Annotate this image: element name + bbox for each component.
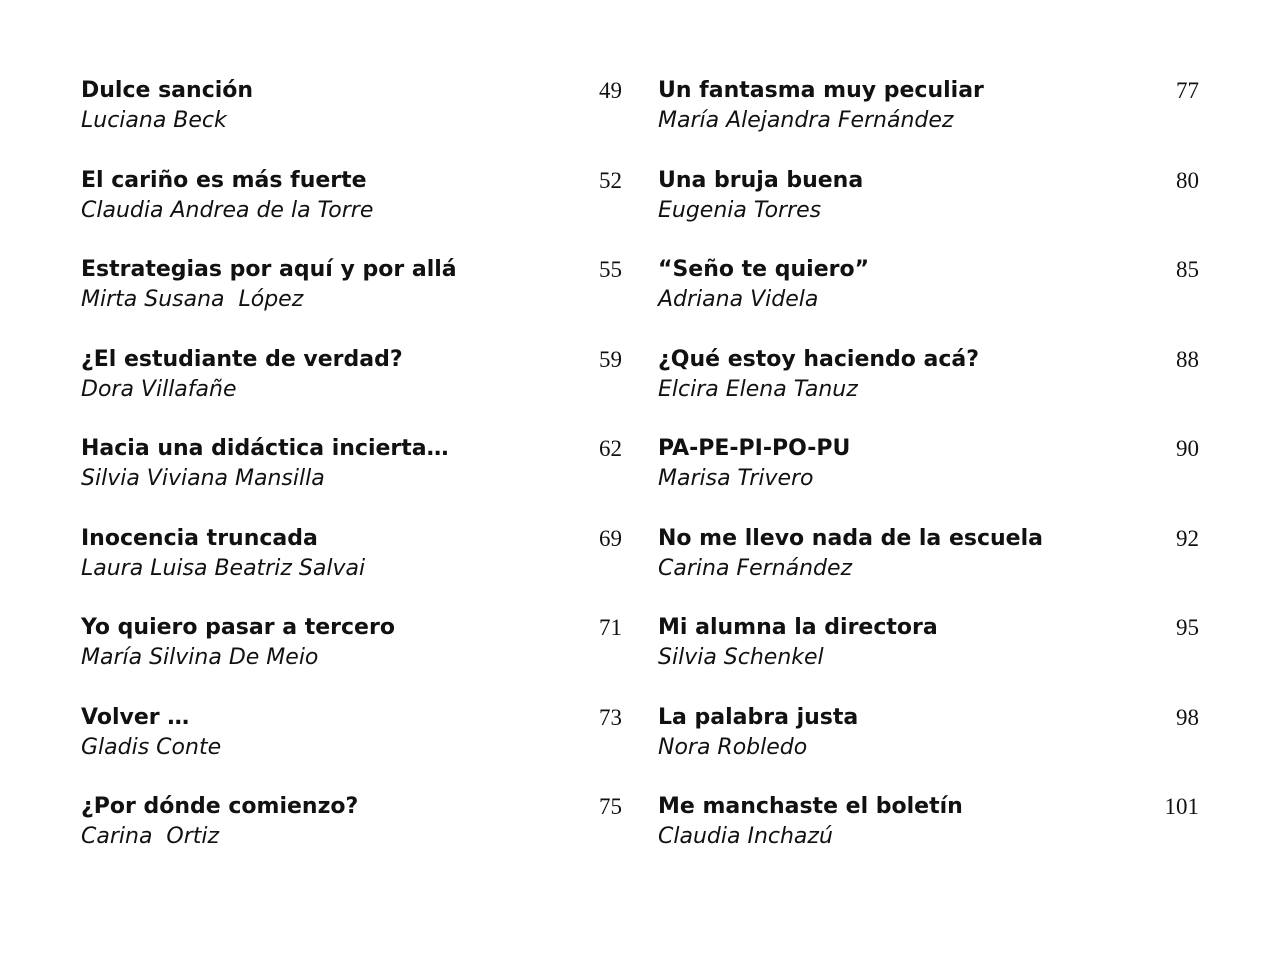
page-number: 75 xyxy=(599,794,622,819)
story-title: Un fantasma muy peculiar xyxy=(658,78,984,103)
story-title: Inocencia truncada xyxy=(81,525,318,551)
story-title: ¿Por dónde comienzo? xyxy=(81,794,359,819)
toc-column-left xyxy=(81,76,622,882)
page-number: 77 xyxy=(1176,78,1199,103)
story-author: Laura Luisa Beatriz Salvai xyxy=(81,555,366,581)
page-number: 85 xyxy=(1176,257,1199,282)
toc-entry xyxy=(81,792,622,882)
page-number: 92 xyxy=(1176,525,1199,551)
story-author: Luciana Beck xyxy=(81,108,227,133)
toc-entry xyxy=(81,166,622,256)
page-number: 71 xyxy=(599,615,622,640)
toc-entry xyxy=(658,613,1199,703)
page-number: 52 xyxy=(599,167,622,193)
toc-entry xyxy=(658,345,1199,435)
story-author: Silvia Viviana Mansilla xyxy=(81,466,325,491)
page-number: 59 xyxy=(599,346,622,372)
story-title: La palabra justa xyxy=(658,704,859,730)
story-title: PA-PE-PI-PO-PU xyxy=(658,436,851,461)
story-author: María Silvina De Meio xyxy=(81,645,319,670)
page-number: 49 xyxy=(599,78,622,103)
page-number: 55 xyxy=(599,257,622,282)
toc-entry xyxy=(81,76,622,166)
toc-entry xyxy=(81,255,622,345)
story-title: El cariño es más fuerte xyxy=(81,167,367,193)
toc-entry xyxy=(658,76,1199,166)
story-title: Una bruja buena xyxy=(658,167,864,193)
toc-entry xyxy=(81,434,622,524)
story-author: Elcira Elena Tanuz xyxy=(658,376,858,402)
story-author: Carina Ortiz xyxy=(81,824,220,849)
page-number: 90 xyxy=(1176,436,1199,461)
toc-entry xyxy=(658,166,1199,256)
toc-entry xyxy=(658,524,1199,614)
page-number: 73 xyxy=(599,704,622,730)
toc-entry xyxy=(658,434,1199,524)
toc-entry xyxy=(81,345,622,435)
story-title: No me llevo nada de la escuela xyxy=(658,525,1043,551)
toc-entry xyxy=(658,703,1199,793)
story-author: María Alejandra Fernández xyxy=(658,108,954,133)
story-title: Yo quiero pasar a tercero xyxy=(81,615,395,640)
toc-entry xyxy=(81,524,622,614)
toc-entry xyxy=(658,255,1199,345)
story-title: Mi alumna la directora xyxy=(658,615,938,640)
story-title: Volver … xyxy=(81,704,190,730)
story-author: Mirta Susana López xyxy=(81,287,304,312)
page-number: 69 xyxy=(599,525,622,551)
page-number: 62 xyxy=(599,436,622,461)
story-author: Marisa Trivero xyxy=(658,466,814,491)
story-author: Gladis Conte xyxy=(81,734,222,760)
story-author: Claudia Andrea de la Torre xyxy=(81,197,374,223)
story-author: Nora Robledo xyxy=(658,734,808,760)
story-title: Dulce sanción xyxy=(81,78,254,103)
page-number: 88 xyxy=(1176,346,1199,372)
toc-entry xyxy=(81,613,622,703)
toc-entry xyxy=(81,703,622,793)
page-number: 101 xyxy=(1164,794,1199,819)
page-number: 80 xyxy=(1176,167,1199,193)
story-author: Claudia Inchazú xyxy=(658,824,833,849)
toc-column-right xyxy=(658,76,1199,882)
story-title: Hacia una didáctica incierta… xyxy=(81,436,449,461)
story-title: “Seño te quiero” xyxy=(658,257,870,282)
story-author: Carina Fernández xyxy=(658,555,853,581)
table-of-contents xyxy=(81,76,1199,882)
story-title: ¿Qué estoy haciendo acá? xyxy=(658,346,980,372)
story-author: Eugenia Torres xyxy=(658,197,822,223)
story-title: Estrategias por aquí y por allá xyxy=(81,257,457,282)
story-title: ¿El estudiante de verdad? xyxy=(81,346,403,372)
page-number: 98 xyxy=(1176,704,1199,730)
story-title: Me manchaste el boletín xyxy=(658,794,963,819)
story-author: Silvia Schenkel xyxy=(658,645,824,670)
story-author: Dora Villafañe xyxy=(81,376,237,402)
story-author: Adriana Videla xyxy=(658,287,819,312)
page-number: 95 xyxy=(1176,615,1199,640)
toc-entry xyxy=(658,792,1199,882)
